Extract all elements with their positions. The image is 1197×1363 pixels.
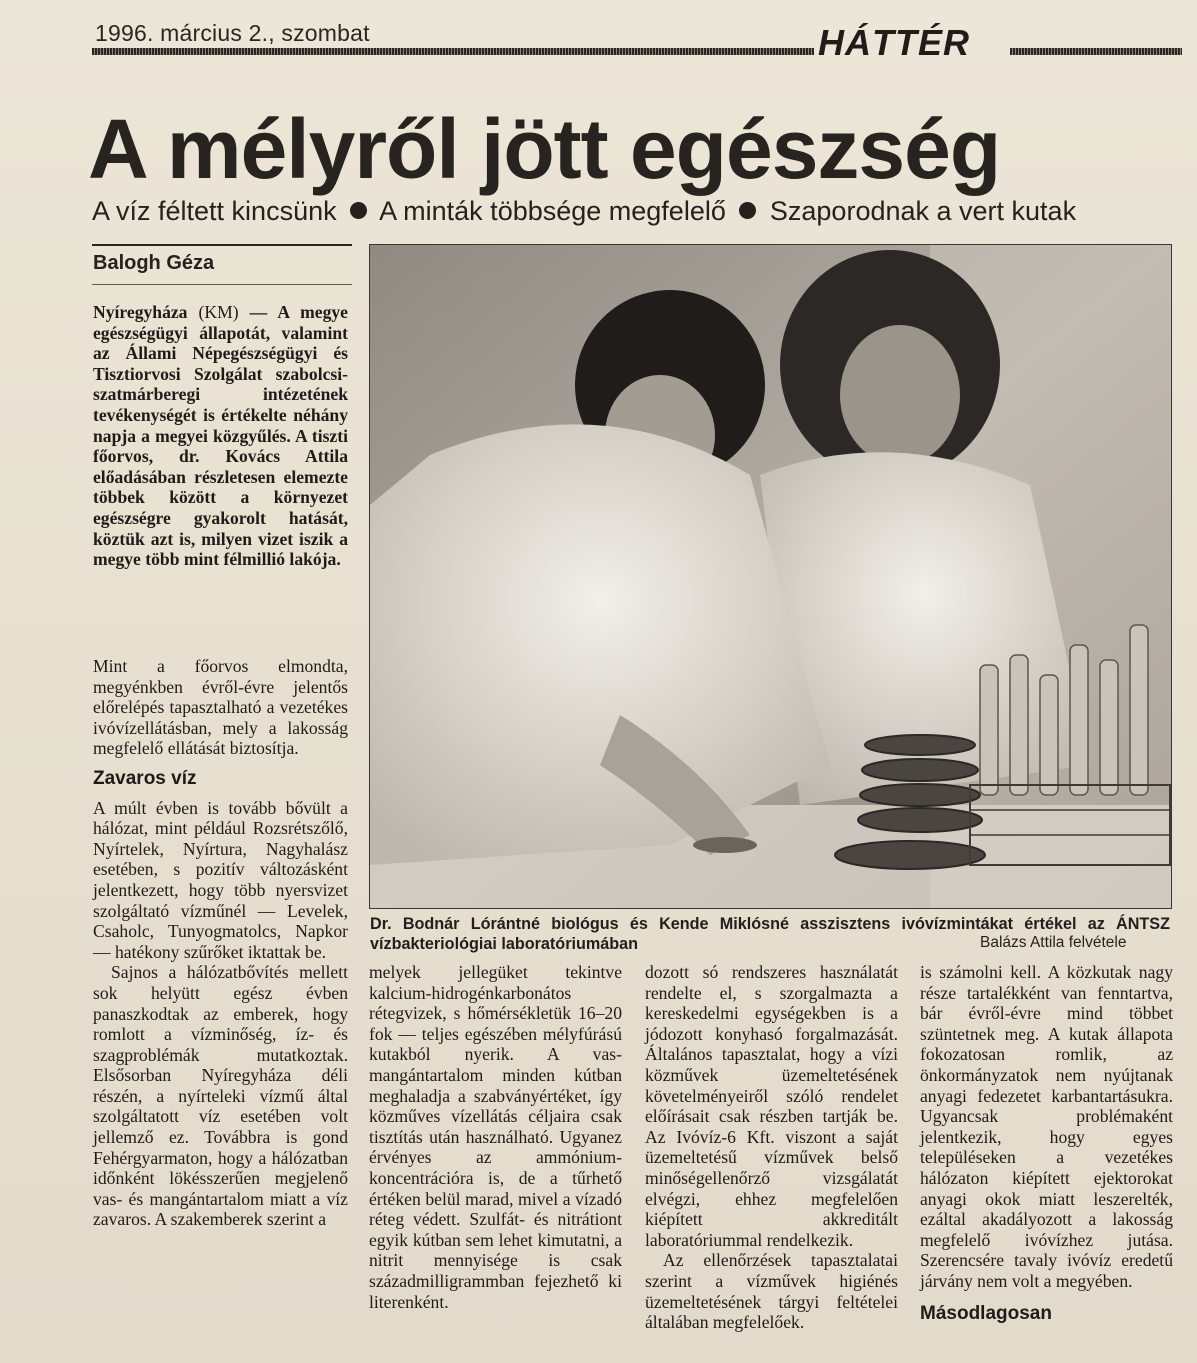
issue-date: 1996. március 2., szombat xyxy=(95,20,370,46)
lab-photo xyxy=(369,244,1172,909)
lead-agency: (KM) xyxy=(198,302,239,322)
body-column-4 xyxy=(920,962,1173,1332)
byline: Balogh Géza xyxy=(93,252,215,274)
lead-text: — A megye egészségügyi állapotát, valamint az Állami Népegészségügyi és Tisztiorvosi Szolgálat szabolcsi-szatmárberegi intézetének tevékenységét is értékelte néhány napja a megyei közgyűlés. A tiszti főorvos, dr. Kovács Attila előadásában részletesen elemezte többek között a környezet egészségre gyakorolt hatását, köztük azt is, milyen vizet iszik a megye több mint félmillió lakója. xyxy=(93,302,348,570)
paragraph: Az ellenőrzések tapasztalatai szerint a vízművek higiénés üzemeltetésének tárgyi feltételei általában megfelelőek. xyxy=(645,1250,898,1333)
body-column-2 xyxy=(369,962,622,1312)
lead-place: Nyíregyháza xyxy=(93,302,188,322)
subheadline-part-1: A víz féltett kincsünk xyxy=(92,196,337,226)
paragraph: melyek jellegüket tekintve kalcium-hidrogénkarbonátos rétegvizek, s hőmérsékletük 16–20 fok — teljes egészében mélyfúrású kutakból nyerik. A vas-mangántartalom minden kútban meghaladja a szabványértéket, így közműves vízellátás céljaira csak tisztítás után használható. Ugyanez érvényes az ammónium-koncentrációra is, de a tűrhető értéken belül marad, mivel a vízadó réteg védett. Szulfát- és nitrátiont egyik kútban sem lehet kimutatni, a nitrit mennyisége is csak századmilligrammban fejezhető ki literenként. xyxy=(369,962,622,1312)
paragraph: A múlt évben is tovább bővült a hálózat, mint például Rozsrétszőlő, Nyírtelek, Nyírtura, Nagyhalász esetében, s pozitív változásként jelentkezett, hogy több nyersvizet szolgáltató vízműnél — Levelek, Csaholc, Tunyogmatolcs, Napkor — hatékony szűrőket iktattak be. xyxy=(93,797,348,962)
paragraph: is számolni kell. A közkutak nagy része tartalékként van fenntartva, bár évről-évre mind többet szüntetnek meg. A kutak állapota fokozatosan romlik, az önkormányzatok nem nyújtanak anyagi fedezetet karbantartásukra. Ugyancsak problémaként jelentkezik, hogy egyes településeken a vezetékes hálózaton kiépített ejektorokat anyagi okok miatt leszerelték, ezáltal akadályozott a lakosság megfelelő ivóvízhez jutása. Szerencsére tavaly ivóvíz eredetű járvány nem volt a megyében. xyxy=(920,962,1173,1291)
photo-caption: Dr. Bodnár Lórántné biológus és Kende Miklósné asszisztens ivóvízmintákat értékel az ÁNTSZ vízbakteriológiai laboratóriumában xyxy=(370,915,1170,953)
section-title: HÁTTÉR xyxy=(818,22,970,63)
body-column-3 xyxy=(645,962,898,1333)
bullet-icon xyxy=(350,202,367,219)
header-rule-right xyxy=(1010,48,1182,55)
subheadline xyxy=(92,196,1192,227)
byline-rule-bottom xyxy=(92,284,352,285)
paragraph: Mint a főorvos elmondta, megyénkben évről-évre jelentős előrelépés tapasztalható a vezetékes ivóvízellátásban, mely a lakosság megfelelő ellátását biztosítja. xyxy=(93,656,348,759)
lab-photo-illustration xyxy=(370,245,1171,908)
paragraph: Sajnos a hálózatbővítés mellett sok helyütt egész évben panaszkodtak az emberek, hogy romlott a vízminőség, íz- és szagproblémák mutatkoztak. Elsősorban Nyíregyháza déli részén, a nyírteleki vízmű által szolgáltatott víz esetében volt jellemző ez. Továbbra is gond Fehérgyarmaton, hogy a hálózatban időnként lökésszerűen megjelenő vas- és mangántartalom miatt a víz zavaros. A szakemberek szerint a xyxy=(93,962,348,1230)
headline: A mélyről jött egészség xyxy=(88,102,1001,196)
header-rule xyxy=(92,48,814,55)
paragraph: dozott só rendszeres használatát rendelte el, s szorgalmazta a kereskedelmi egységekben is a jódozott konyhasó forgalmazását. Általános tapasztalat, hogy a vízi közművek üzemeltetésének követelményeiről szóló rendelet előírásait csak részben tartják be. Az Ivóvíz-6 Kft. viszont a saját üzemeltetésű vízművek belső minőségellenőrző vizsgálatát elvégzi, ehhez megfelelően kiépített akkreditált laboratóriummal rendelkezik. xyxy=(645,962,898,1250)
photo-credit: Balázs Attila felvétele xyxy=(980,934,1127,951)
subhead-zavaros-viz: Zavaros víz xyxy=(93,767,197,789)
bullet-icon xyxy=(739,202,756,219)
lead-paragraph xyxy=(93,302,348,570)
subhead-masodlagosan: Másodlagosan xyxy=(920,1302,1052,1324)
subheadline-part-3: Szaporodnak a vert kutak xyxy=(769,196,1077,226)
subheadline-part-2: A minták többsége megfelelő xyxy=(379,196,726,226)
body-column-left xyxy=(93,656,348,1230)
byline-rule xyxy=(92,244,352,246)
